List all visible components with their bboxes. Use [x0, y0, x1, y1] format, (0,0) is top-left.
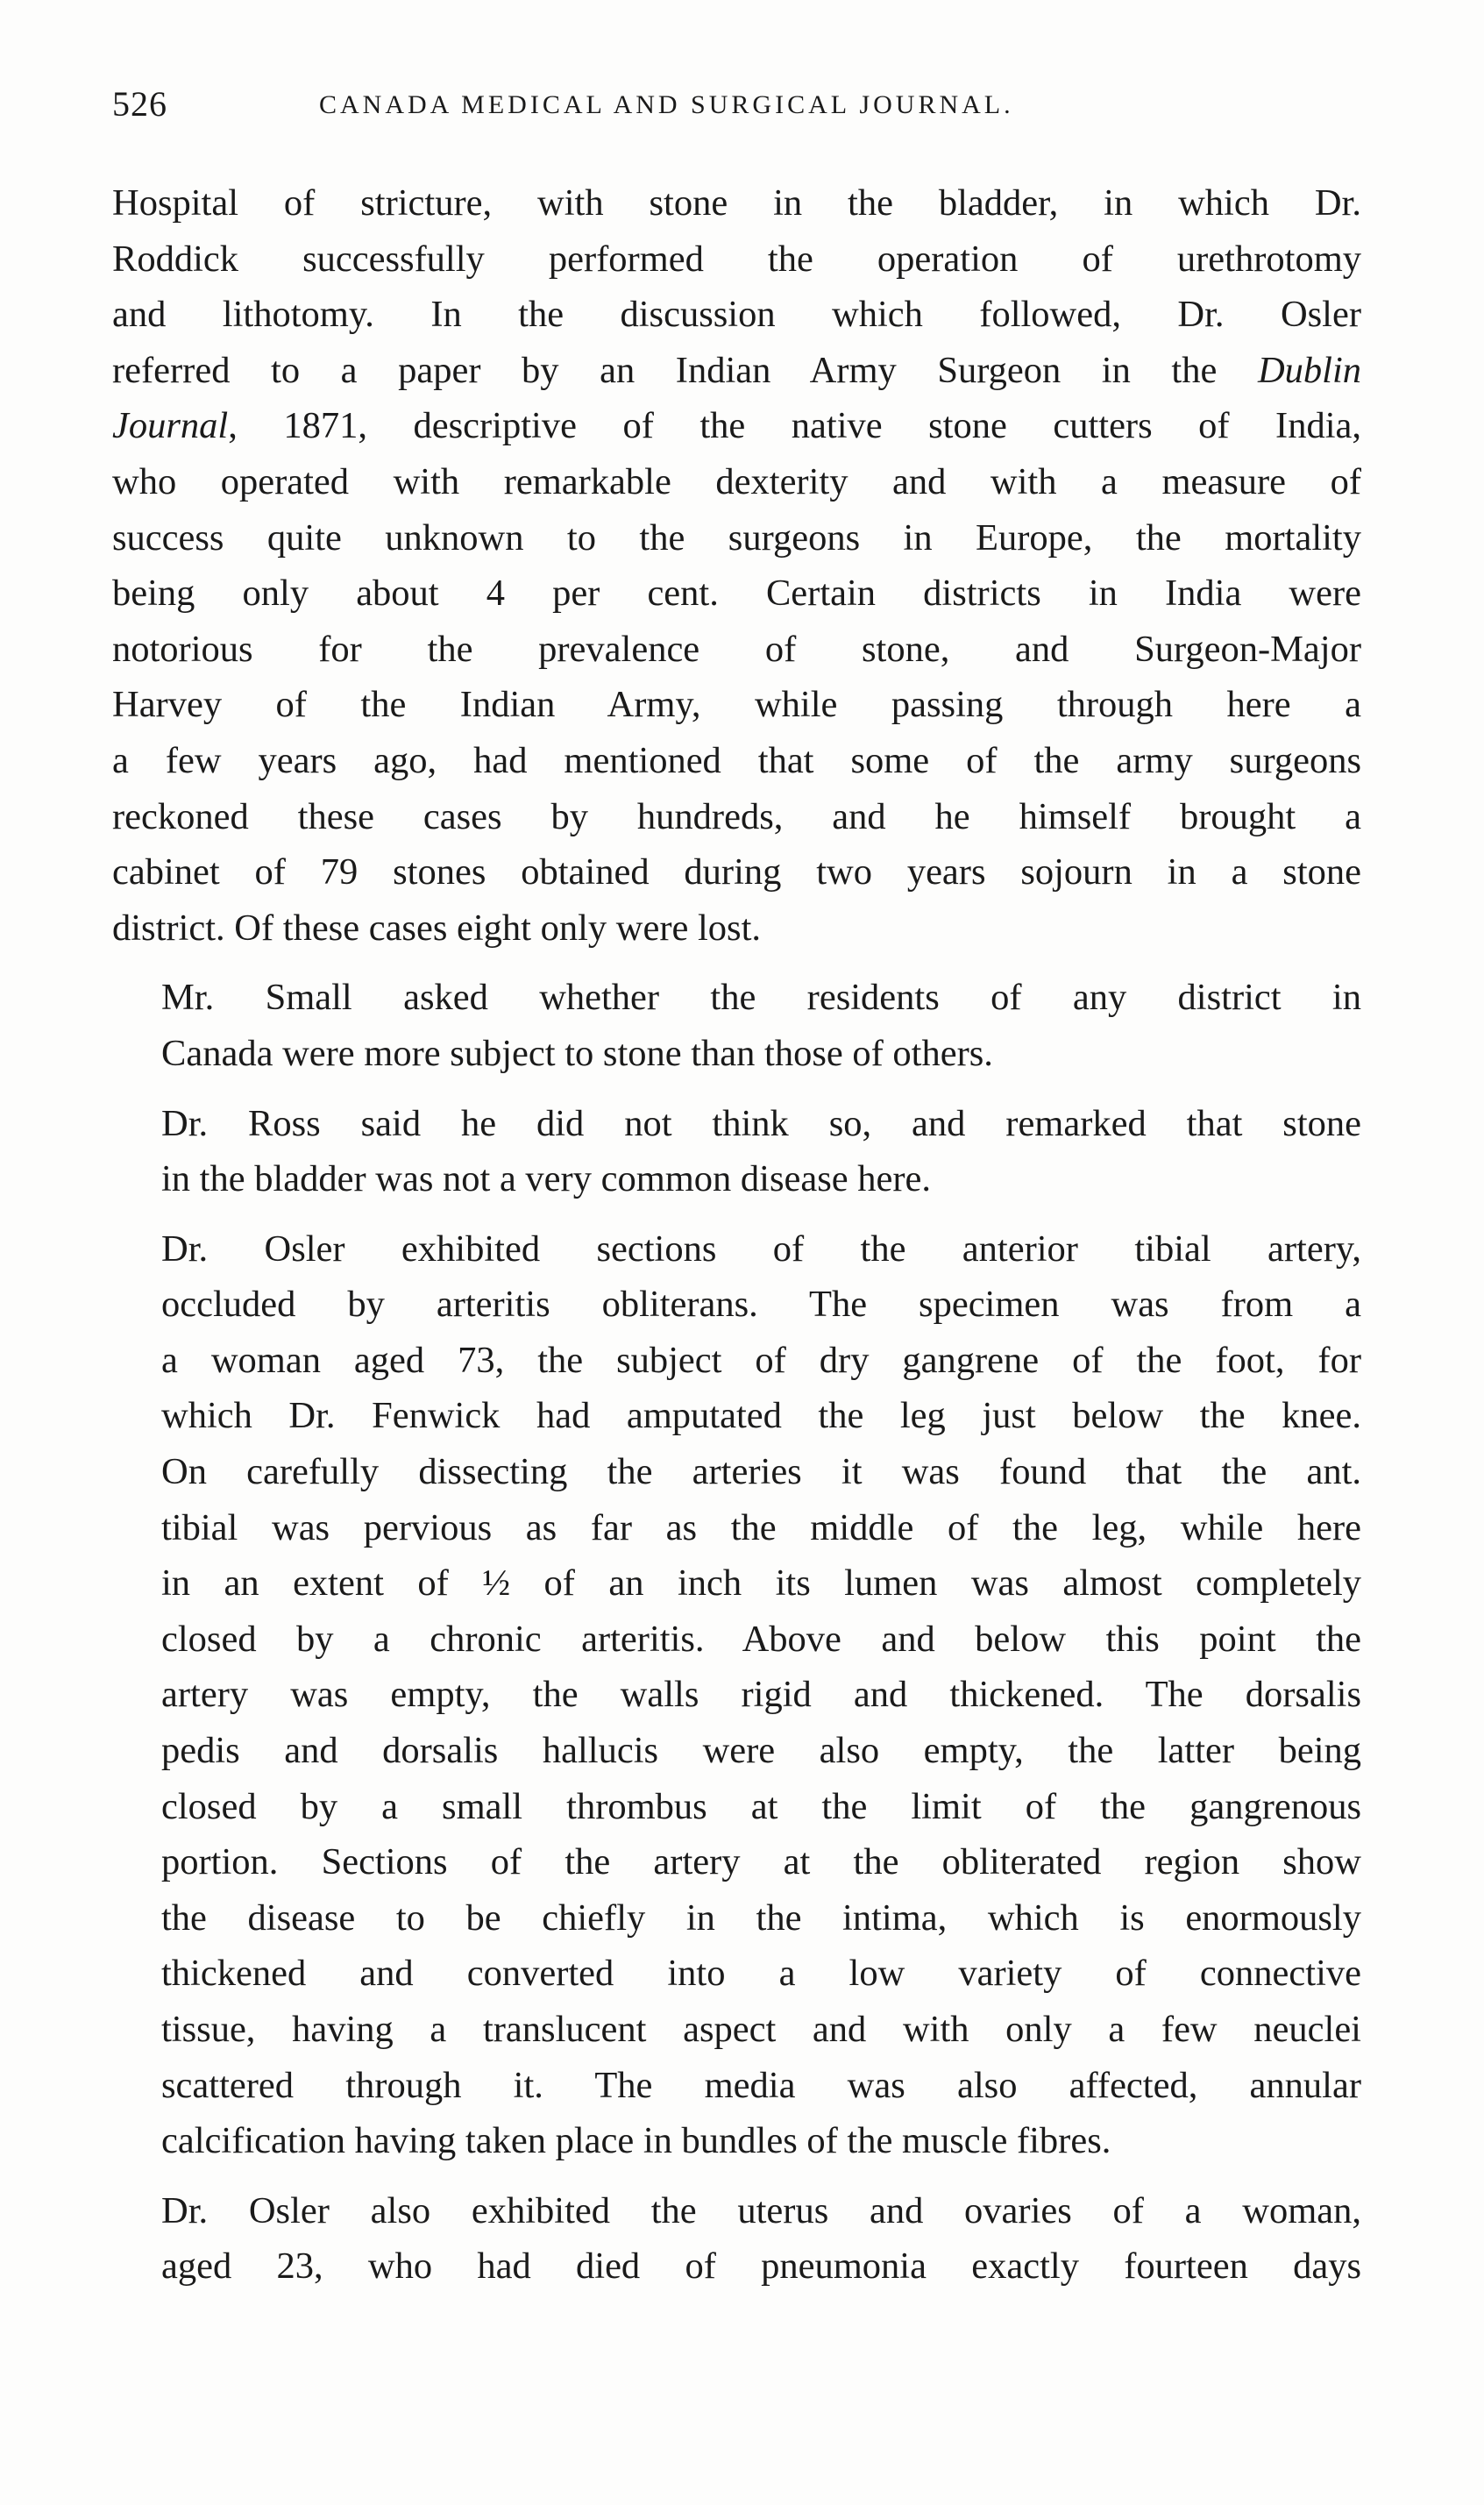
journal-title: CANADA MEDICAL AND SURGICAL JOURNAL. [319, 90, 1014, 119]
text-line: Journal, 1871, descriptive of the native stone cutters of India, [112, 405, 1361, 447]
text-line: Dr. Osler exhibited sections of the anterior tibial artery, [161, 1228, 1361, 1270]
text-line: notorious for the prevalence of stone, and Surgeon-Major [112, 628, 1361, 670]
text-line: Dr. Osler also exhibited the uterus and ovaries of a woman, [161, 2189, 1361, 2231]
paragraph-tibial-artery [112, 1221, 1361, 2169]
text-line: Canada were more subject to stone than those of others. [161, 1032, 993, 1074]
body-text [112, 175, 1361, 2309]
paragraph-lithotomy-discussion [112, 175, 1361, 956]
text-line: closed by a chronic arteritis. Above and below this point the [161, 1618, 1361, 1660]
text-line: which Dr. Fenwick had amputated the leg just below the knee. [161, 1395, 1361, 1437]
text-line: pedis and dorsalis hallucis were also empty, the latter being [161, 1730, 1361, 1772]
text-line: closed by a small thrombus at the limit of the gangrenous [161, 1785, 1361, 1827]
paragraph-dr-ross [112, 1096, 1361, 1207]
text-line: Harvey of the Indian Army, while passing through here a [112, 684, 1361, 726]
text-line: success quite unknown to the surgeons in Europe, the mortality [112, 516, 1361, 559]
text-line: district. Of these cases eight only were lost. [112, 907, 762, 949]
text-line: calcification having taken place in bundles of the muscle fibres. [161, 2120, 1111, 2162]
text-line: a woman aged 73, the subject of dry gangrene of the foot, for [161, 1339, 1361, 1381]
text-line: a few years ago, had mentioned that some of the army surgeons [112, 739, 1361, 781]
text-line: the disease to be chiefly in the intima, which is enormously [161, 1897, 1361, 1939]
text-line: being only about 4 per cent. Certain districts in India were [112, 573, 1361, 615]
paragraph-uterus-ovaries [112, 2183, 1361, 2295]
text-line: On carefully dissecting the arteries it was found that the ant. [161, 1451, 1361, 1493]
text-line: in the bladder was not a very common disease here. [161, 1158, 932, 1200]
text-line: aged 23, who had died of pneumonia exactly fourteen days [161, 2245, 1361, 2288]
text-line: occluded by arteritis obliterans. The specimen was from a [161, 1284, 1361, 1326]
text-line: artery was empty, the walls rigid and thickened. The dorsalis [161, 1674, 1361, 1716]
text-line: tissue, having a translucent aspect and with only a few neuclei [161, 2009, 1361, 2050]
paragraph-mr-small [112, 970, 1361, 1081]
text-line: Mr. Small asked whether the residents of any district in [161, 977, 1361, 1019]
page-number: 526 [112, 84, 167, 124]
text-line: referred to a paper by an Indian Army Surgeon in the Dublin [112, 349, 1361, 391]
text-line: Hospital of stricture, with stone in the bladder, in which Dr. [112, 182, 1361, 224]
text-line: thickened and converted into a low variety of connective [161, 1953, 1361, 1995]
running-head [112, 83, 1366, 136]
text-line: portion. Sections of the artery at the obliterated region show [161, 1841, 1361, 1883]
text-line: tibial was pervious as far as the middle of the leg, while here [161, 1506, 1361, 1548]
text-line: who operated with remarkable dexterity and with a measure of [112, 460, 1361, 502]
text-line: Dr. Ross said he did not think so, and remarked that stone [161, 1102, 1361, 1144]
text-line: Roddick successfully performed the operation of urethrotomy [112, 238, 1361, 280]
text-line: scattered through it. The media was also affected, annular [161, 2064, 1361, 2106]
text-line: in an extent of ½ of an inch its lumen was almost completely [161, 1562, 1361, 1605]
text-line: and lithotomy. In the discussion which followed, Dr. Osler [112, 294, 1361, 336]
text-line: reckoned these cases by hundreds, and he himself brought a [112, 795, 1361, 837]
text-line: cabinet of 79 stones obtained during two years sojourn in a stone [112, 851, 1361, 893]
